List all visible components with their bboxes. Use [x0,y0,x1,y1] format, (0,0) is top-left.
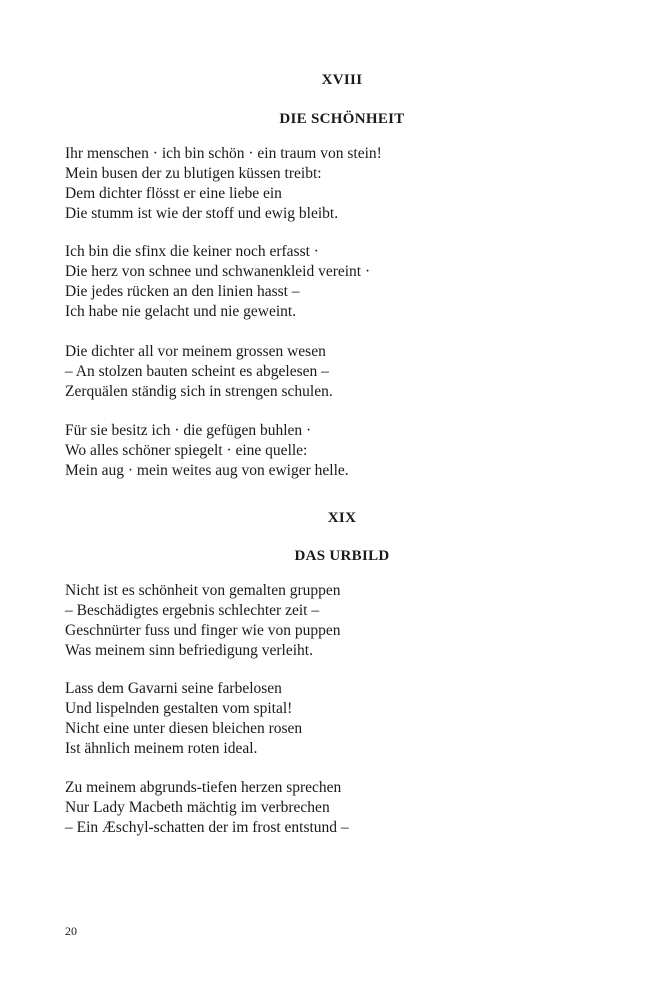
verse-line: Für sie besitz ich · die gefügen buhlen · [65,422,312,439]
verse-line: Nicht eine unter diesen bleichen rosen [65,720,303,737]
verse-line: Die herz von schnee und schwanenkleid vereint · [65,263,371,280]
verse-line: Ist ähnlich meinem roten ideal. [65,740,258,757]
stanza [65,679,625,759]
verse-line: – Beschädigtes ergebnis schlechter zeit – [65,602,320,619]
verse-line: Wo alles schöner spiegelt · eine quelle: [65,442,308,459]
verse-line: – Ein Æschyl-schatten der im frost entstund – [65,819,349,836]
poem-title [0,546,660,566]
page-number: 20 [65,924,77,938]
verse-line: Geschnürter fuss und finger wie von puppen [65,622,341,639]
verse-line: Dem dichter flösst er eine liebe ein [65,185,282,202]
verse-line: – An stolzen bauten scheint es abgelesen – [65,363,329,380]
poem-title [0,109,660,129]
stanza [65,421,625,481]
verse-line: Nur Lady Macbeth mächtig im verbrechen [65,799,330,816]
verse-line: Lass dem Gavarni seine farbelosen [65,680,282,697]
stanza [65,778,625,838]
verse-line: Zu meinem abgrunds-tiefen herzen sprechen [65,779,342,796]
verse-line: Und lispelnden gestalten vom spital! [65,700,293,717]
verse-line: Nicht ist es schönheit von gemalten gruppen [65,582,341,599]
poem-number [0,508,660,528]
poem-title-text: DIE SCHÖNHEIT [279,111,405,127]
verse-line: Was meinem sinn befriedigung verleiht. [65,642,313,659]
verse-line: Ihr menschen · ich bin schön · ein traum von stein! [65,145,382,162]
verse-line: Ich bin die sfinx die keiner noch erfasst · [65,243,319,260]
poem-title-text: DAS URBILD [294,548,390,564]
poem-number [0,70,660,90]
poem-number-text: XIX [327,510,357,526]
verse-line: Ich habe nie gelacht und nie geweint. [65,303,297,320]
stanza [65,242,625,322]
verse-line: Die stumm ist wie der stoff und ewig bleibt. [65,205,339,222]
stanza [65,144,625,224]
stanza [65,581,625,661]
verse-line: Zerquälen ständig sich in strengen schulen. [65,383,333,400]
verse-line: Die jedes rücken an den linien hasst – [65,283,300,300]
stanza [65,342,625,402]
verse-line: Mein aug · mein weites aug von ewiger helle. [65,462,349,479]
verse-line: Mein busen der zu blutigen küssen treibt: [65,165,322,182]
poem-number-text: XVIII [321,72,363,88]
verse-line: Die dichter all vor meinem grossen wesen [65,343,326,360]
